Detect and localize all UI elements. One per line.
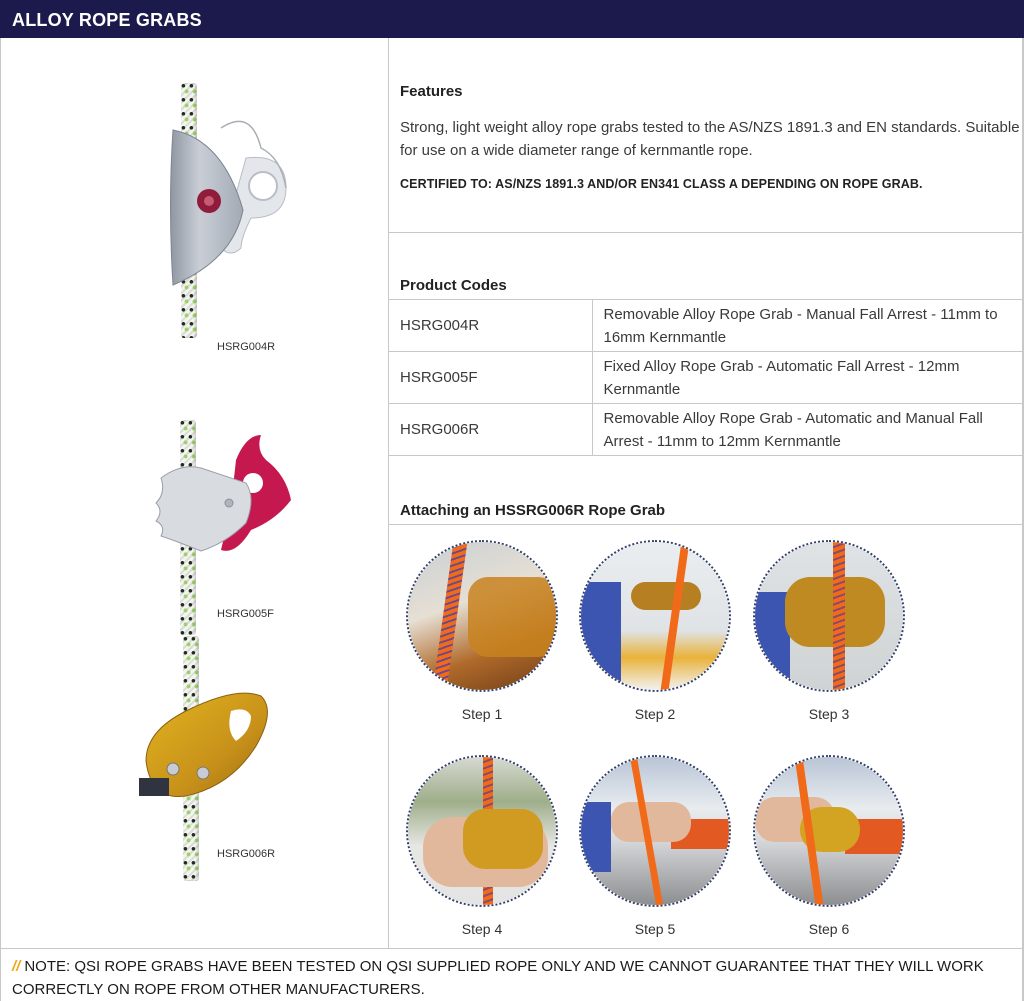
- step-photo: [406, 540, 558, 692]
- product-description-cell: Removable Alloy Rope Grab - Automatic and Manual Fall Arrest - 11mm to 12mm Kernmantle: [592, 404, 1023, 456]
- note-body: NOTE: QSI ROPE GRABS HAVE BEEN TESTED ON QSI SUPPLIED ROPE ONLY AND WE CANNOT GUARANTEE THAT THEY WILL WORK CORRECTLY ON ROPE FROM OTHER MANUFACTURERS.: [12, 958, 984, 998]
- product-code-cell: HSRG005F: [389, 352, 592, 404]
- product-image-hsrg004r: [151, 83, 301, 353]
- product-code-cell: HSRG006R: [389, 404, 592, 456]
- table-row: [389, 300, 1023, 352]
- product-description-cell: Fixed Alloy Rope Grab - Automatic Fall Arrest - 12mm Kernmantle: [592, 352, 1023, 404]
- rope-grab-gold-icon: [131, 686, 301, 816]
- step-1: [406, 540, 558, 722]
- step-photo: [753, 540, 905, 692]
- step-photo: [579, 540, 731, 692]
- product-image-hsrg005f: [151, 420, 301, 640]
- step-3: [753, 540, 905, 722]
- product-description-cell: Removable Alloy Rope Grab - Manual Fall Arrest - 11mm to 16mm Kernmantle: [592, 300, 1023, 352]
- step-label: Step 1: [461, 706, 503, 722]
- step-photo: [406, 755, 558, 907]
- step-label: Step 6: [808, 921, 850, 937]
- rope-grab-silver-magenta-icon: [151, 430, 301, 560]
- step-photo: [579, 755, 731, 907]
- step-label: Step 3: [808, 706, 850, 722]
- divider: [389, 524, 1023, 525]
- certification-text: CERTIFIED TO: AS/NZS 1891.3 AND/OR EN341 CLASS A DEPENDING ON ROPE GRAB.: [400, 177, 923, 191]
- step-5: [579, 755, 731, 937]
- table-row: [389, 404, 1023, 456]
- features-description: Strong, light weight alloy rope grabs tested to the AS/NZS 1891.3 and EN standards. Suitable for use on a wide diameter range of kernmantle rope.: [400, 119, 1020, 159]
- step-label: Step 5: [634, 921, 676, 937]
- product-code-cell: HSRG004R: [389, 300, 592, 352]
- product-label: HSRG005F: [217, 608, 274, 620]
- note-footer: [0, 948, 1024, 1001]
- features-title: Features: [400, 83, 463, 100]
- note-text: [12, 955, 1002, 1001]
- details-column: [389, 38, 1023, 948]
- page-title: ALLOY ROPE GRABS: [12, 10, 202, 30]
- product-image-hsrg006r: [131, 636, 301, 886]
- content-frame: [0, 38, 1024, 948]
- product-codes-title: Product Codes: [400, 277, 507, 294]
- product-label: HSRG004R: [217, 341, 276, 353]
- step-4: [406, 755, 558, 937]
- table-row: [389, 352, 1023, 404]
- product-images-column: [1, 38, 389, 948]
- step-2: [579, 540, 731, 722]
- step-photo: [753, 755, 905, 907]
- product-label: HSRG006R: [217, 848, 276, 860]
- note-accent-icon: //: [12, 958, 21, 975]
- page-header: [0, 0, 1024, 38]
- product-codes-table: [389, 299, 1023, 456]
- rope-grab-silver-red-icon: [151, 118, 301, 298]
- divider: [389, 232, 1023, 233]
- step-6: [753, 755, 905, 937]
- attaching-title: Attaching an HSSRG006R Rope Grab: [400, 502, 666, 519]
- step-label: Step 4: [461, 921, 503, 937]
- step-label: Step 2: [634, 706, 676, 722]
